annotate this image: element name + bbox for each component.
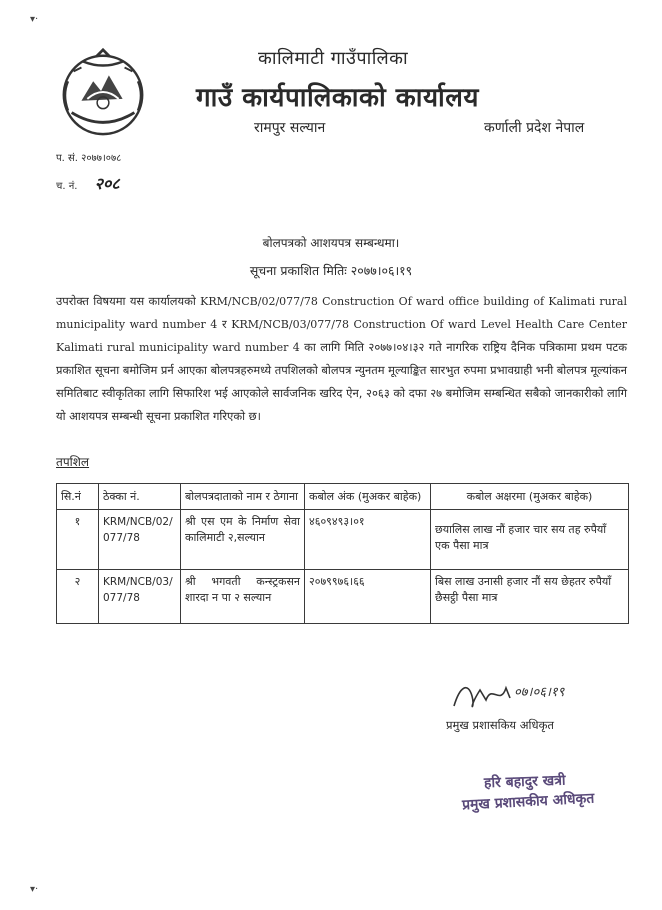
signature-scribble [446,676,586,714]
stamp-officer-title: प्रमुख प्रशासकीय अधिकृत [461,790,595,814]
header-contract-no: ठेक्का नं. [99,484,181,510]
details-label: तपशिल [56,455,90,469]
contract-2-description: KRM/NCB/03/077/78 Construction Of ward Level Health Care Center Kalimati rural municipality ward number 4 [56,318,628,354]
row-amount-words: छयालिस लाख नौं हजार चार सय तह रुपैयाँ एक पैसा मात्र [431,510,629,570]
dispatch-number-line [56,172,120,194]
bids-table [56,483,629,624]
row-sn: २ [57,570,99,624]
table-header-row [57,484,629,510]
row-contract-no: KRM/NCB/03/077/78 [99,570,181,624]
stamp-officer-name: हरि बहादुर खत्री [483,772,566,792]
publish-date: सूचना प्रकाशित मितिः २०७७।०६।१९ [249,263,413,278]
row-sn: १ [57,510,99,570]
row-amount: ४६०९४९३।०१ [305,510,431,570]
dispatch-number-handwritten: २०८ [94,174,120,193]
header-bidder: बोलपत्रदाताको नाम र ठेगाना [181,484,305,510]
corner-mark: ▾· [30,884,39,895]
row-bidder: श्री भगवती कन्स्ट्रकसन शारदा न पा २ सल्यान [181,570,305,624]
corner-mark: ▾· [30,14,39,25]
body-intro: उपरोक्त विषयमा यस कार्यालयको [56,294,196,308]
signature-date-handwritten: ०७।०६।१९ [514,685,565,700]
row-amount: २०७९९७६।६६ [305,570,431,624]
dispatch-number-label: च. नं. [56,181,78,192]
row-contract-no: KRM/NCB/02/077/78 [99,510,181,570]
table-row [57,570,629,624]
letter-subject: बोलपत्रको आशयपत्र सम्बन्धमा। [262,236,400,250]
body-main-text: का लागि मिति २०७७।०४।३२ गते नागरिक राष्ट्रिय दैनिक पत्रिकामा प्रथम पटक प्रकाशित सूचना बमोजिम प्रर्न आएका बोलपत्रहरुमध्ये तपशिलको बोलपत्र न्युनतम मूल्याङ्कित सारभुत रुपमा प्रभावग्राही भनी बोलपत्र मूल्यांकन समितिबाट स्वीकृतिका लागि सिफारिश भई आएकोले सार्वजनिक खरिद ऐन, २०६३ को दफा २७ बमोजिम सम्बन्धित सबैको जानकारीको लागि यो आशयपत्र सम्बन्धी सूचना प्रकाशित गरिएको छ। [56,340,627,423]
table-row [57,510,629,570]
header-amount-words: कबोल अक्षरमा (मुअकर बाहेक) [431,484,629,510]
office-location: रामपुर सल्यान [254,120,326,136]
letter-reference-number: प. सं. २०७७।०७८ [56,153,122,164]
body-conjunction: र [221,317,227,331]
header-amount: कबोल अंक (मुअकर बाहेक) [305,484,431,510]
municipality-name: कालिमाटी गाउँपालिका [258,48,409,69]
header-sn: सि.नं [57,484,99,510]
row-amount-words: बिस लाख उनासी हजार नौं सय छेहतर रुपैयाँ छैसट्ठी पैसा मात्र [431,570,629,624]
notice-body [56,290,627,428]
province-name: कर्णाली प्रदेश नेपाल [484,120,585,136]
row-bidder: श्री एस एम के निर्माण सेवा कालिमाटी २,सल्यान [181,510,305,570]
nepal-emblem-icon [54,42,152,140]
office-name: गाउँ कार्यपालिकाको कार्यालय [196,83,479,113]
contract-1-description: KRM/NCB/02/077/78 Construction Of ward office building of Kalimati rural municipality ward number 4 [56,295,627,331]
signatory-title: प्रमुख प्रशासकिय अधिकृत [446,718,554,732]
